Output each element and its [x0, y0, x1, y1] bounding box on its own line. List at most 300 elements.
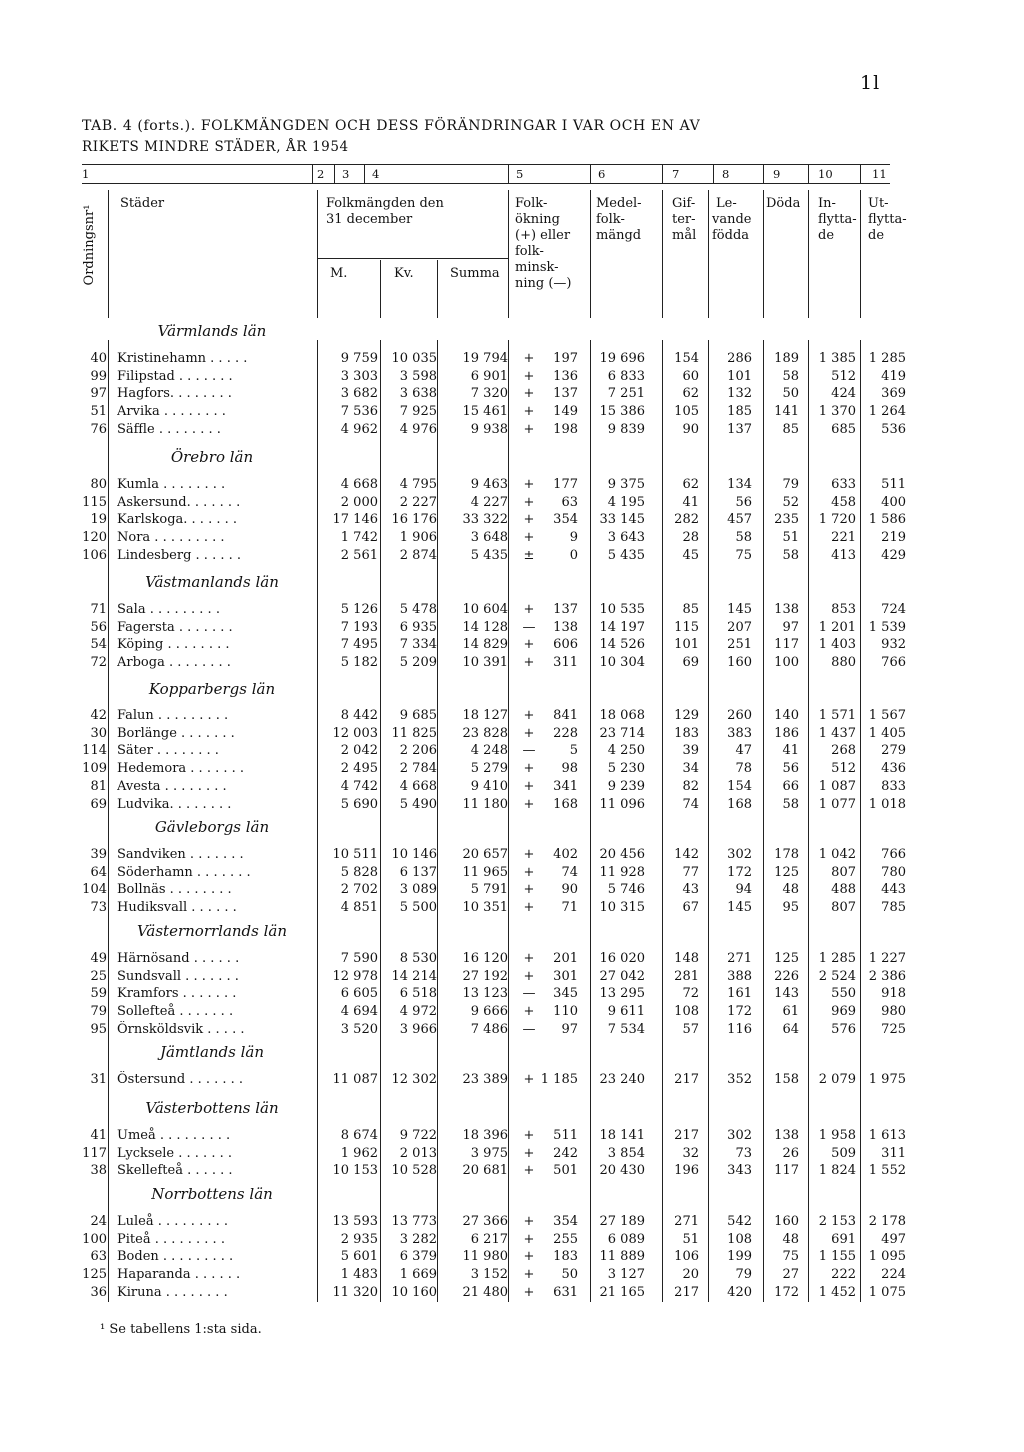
cell-kv: 7 925: [399, 404, 437, 420]
cell-m: 7 193: [340, 619, 378, 635]
cell-medel: 5 435: [607, 547, 645, 563]
cell-chg: 841: [553, 708, 578, 723]
cell-lev: 101: [727, 368, 752, 384]
cell-nr: 115: [82, 494, 107, 510]
cell-m: 7 495: [340, 637, 378, 653]
cell-m: 13 593: [332, 1214, 378, 1229]
cell-m: 3 520: [340, 1021, 378, 1037]
cell-medel: 14 197: [599, 619, 645, 635]
cell-stad: Ludvika. . . . . . . .: [117, 796, 232, 812]
cell-stad: Sandviken . . . . . . .: [117, 847, 244, 862]
cell-stad: Fagersta . . . . . . .: [117, 619, 233, 635]
cell-chg: 341: [553, 778, 578, 794]
table-row: [82, 985, 906, 1003]
cell-ut: 766: [881, 847, 906, 862]
cell-stad: Östersund . . . . . . .: [117, 1072, 244, 1087]
cell-summa: 9 463: [470, 477, 508, 492]
cell-chg: 301: [553, 968, 578, 984]
cell-in: 807: [831, 900, 856, 916]
cell-in: 853: [831, 602, 856, 617]
cell-chg: 137: [553, 386, 578, 402]
cell-m: 4 742: [340, 778, 378, 794]
cell-gift: 28: [682, 530, 699, 546]
cell-ut: 497: [881, 1231, 906, 1247]
colnum: 4: [372, 167, 380, 181]
medel-header-2: folk-: [596, 212, 625, 227]
cell-stad: Säter . . . . . . . .: [117, 743, 219, 759]
cell-doda: 85: [782, 421, 799, 437]
cell-lev: 132: [727, 386, 752, 402]
cell-in: 509: [831, 1145, 856, 1161]
cell-doda: 117: [774, 1163, 799, 1179]
cell-stad: Örnsköldsvik . . . . .: [117, 1021, 245, 1037]
cell-lev: 94: [735, 882, 752, 898]
cell-ut: 1 552: [868, 1163, 906, 1179]
cell-lev: 108: [727, 1231, 752, 1247]
cell-medel: 23 714: [599, 725, 645, 741]
cell-gift: 154: [674, 351, 699, 366]
cell-m: 8 674: [340, 1128, 378, 1143]
cell-sign: +: [523, 1249, 535, 1265]
cell-lev: 56: [735, 494, 752, 510]
folkokning-header-6: ning (—): [515, 276, 572, 291]
cell-m: 11 320: [332, 1284, 378, 1300]
cell-lev: 134: [727, 477, 752, 492]
cell-ut: 536: [881, 421, 906, 437]
cell-ut: 1 264: [868, 404, 906, 420]
cell-nr: 106: [82, 547, 107, 563]
cell-sign: +: [523, 882, 535, 898]
cell-gift: 41: [682, 494, 699, 510]
cell-stad: Filipstad . . . . . . .: [117, 368, 233, 384]
lan-heading: Västerbottens län: [145, 1099, 279, 1117]
cell-summa: 13 123: [462, 986, 508, 1002]
cell-gift: 62: [682, 477, 699, 492]
cell-sign: +: [523, 351, 535, 366]
cell-lev: 251: [727, 637, 752, 653]
cell-sign: +: [523, 778, 535, 794]
cell-in: 1 385: [818, 351, 856, 366]
cell-ut: 369: [881, 386, 906, 402]
cell-ut: 429: [881, 547, 906, 563]
cell-kv: 2 013: [399, 1145, 437, 1161]
cell-stad: Karlskoga. . . . . . .: [117, 512, 238, 528]
cell-ut: 1 018: [868, 796, 906, 812]
cell-chg: 198: [553, 421, 578, 437]
cell-ut: 443: [881, 882, 906, 898]
cell-kv: 6 379: [399, 1249, 437, 1265]
cell-m: 2 935: [340, 1231, 378, 1247]
cell-ut: 1 586: [868, 512, 906, 528]
cell-summa: 6 901: [470, 368, 508, 384]
cell-lev: 160: [727, 655, 752, 671]
cell-summa: 23 389: [462, 1072, 508, 1087]
cell-gift: 51: [682, 1231, 699, 1247]
cell-gift: 217: [674, 1128, 699, 1143]
table-row: [82, 619, 906, 637]
cell-medel: 10 304: [599, 655, 645, 671]
cell-medel: 6 833: [607, 368, 645, 384]
cell-chg: 110: [553, 1004, 578, 1020]
cell-sign: —: [522, 743, 536, 759]
cell-m: 7 590: [340, 951, 378, 966]
cell-m: 3 303: [340, 368, 378, 384]
cell-kv: 14 214: [391, 968, 437, 984]
lev-header-2: vande: [712, 212, 752, 227]
cell-doda: 189: [774, 351, 799, 366]
cell-chg: 228: [553, 725, 578, 741]
cell-gift: 32: [682, 1145, 699, 1161]
cell-stad: Sundsvall . . . . . . .: [117, 968, 239, 984]
cell-medel: 19 696: [599, 351, 645, 366]
table-row: [82, 403, 906, 421]
table-row: [82, 1021, 906, 1039]
table-row: [82, 778, 906, 796]
cell-kv: 1 669: [399, 1267, 437, 1283]
cell-medel: 27 189: [599, 1214, 645, 1229]
gift-header-1: Gif-: [672, 196, 696, 211]
cell-chg: 255: [553, 1231, 578, 1247]
cell-lev: 78: [735, 761, 752, 777]
gift-header-3: mål: [672, 228, 697, 243]
cell-nr: 59: [90, 986, 107, 1002]
cell-stad: Kristinehamn . . . . .: [117, 351, 248, 366]
cell-doda: 140: [774, 708, 799, 723]
cell-gift: 85: [682, 602, 699, 617]
cell-m: 12 003: [332, 725, 378, 741]
table-title: [82, 116, 962, 158]
cell-kv: 4 976: [399, 421, 437, 437]
cell-in: 633: [831, 477, 856, 492]
cell-chg: 74: [561, 864, 578, 880]
column-number-row: [82, 164, 890, 184]
cell-chg: 402: [553, 847, 578, 862]
cell-kv: 7 334: [399, 637, 437, 653]
cell-stad: Arvika . . . . . . . .: [117, 404, 226, 420]
cell-lev: 302: [727, 1128, 752, 1143]
cell-sign: +: [523, 968, 535, 984]
cell-nr: 72: [90, 655, 107, 671]
cell-kv: 5 478: [399, 602, 437, 617]
colnum: 11: [872, 167, 887, 181]
cell-summa: 9 938: [470, 421, 508, 437]
cell-chg: 63: [561, 494, 578, 510]
cell-in: 550: [831, 986, 856, 1002]
cell-m: 8 442: [340, 708, 378, 723]
cell-ut: 1 567: [868, 708, 906, 723]
cell-lev: 271: [727, 951, 752, 966]
table-row: [82, 476, 906, 494]
cell-summa: 7 320: [470, 386, 508, 402]
cell-ut: 419: [881, 368, 906, 384]
colnum: 6: [598, 167, 606, 181]
cell-gift: 196: [674, 1163, 699, 1179]
cell-summa: 21 480: [462, 1284, 508, 1300]
cell-gift: 142: [674, 847, 699, 862]
cell-gift: 43: [682, 882, 699, 898]
cell-kv: 16 176: [391, 512, 437, 528]
cell-kv: 2 227: [399, 494, 437, 510]
cell-gift: 106: [674, 1249, 699, 1265]
summa-header: Summa: [450, 266, 500, 281]
cell-nr: 69: [90, 796, 107, 812]
cell-in: 512: [831, 368, 856, 384]
doda-header: Döda: [766, 196, 801, 211]
cell-stad: Kiruna . . . . . . . .: [117, 1284, 228, 1300]
cell-summa: 14 128: [462, 619, 508, 635]
cell-nr: 51: [90, 404, 107, 420]
cell-lev: 185: [727, 404, 752, 420]
cell-stad: Skellefteå . . . . . .: [117, 1163, 233, 1179]
cell-gift: 45: [682, 547, 699, 563]
table-row: [82, 1231, 906, 1249]
cell-kv: 5 500: [399, 900, 437, 916]
cell-lev: 137: [727, 421, 752, 437]
cell-kv: 10 035: [391, 351, 437, 366]
cell-medel: 23 240: [599, 1072, 645, 1087]
cell-in: 1 452: [818, 1284, 856, 1300]
cell-lev: 207: [727, 619, 752, 635]
cell-m: 1 742: [340, 530, 378, 546]
cell-in: 424: [831, 386, 856, 402]
table-row: [82, 385, 906, 403]
cell-summa: 33 322: [462, 512, 508, 528]
cell-in: 458: [831, 494, 856, 510]
cell-doda: 141: [774, 404, 799, 420]
cell-summa: 6 217: [470, 1231, 508, 1247]
cell-chg: 631: [553, 1284, 578, 1300]
cell-summa: 18 396: [462, 1128, 508, 1143]
cell-chg: 183: [553, 1249, 578, 1265]
cell-m: 5 126: [340, 602, 378, 617]
colnum: 2: [317, 167, 325, 181]
cell-sign: +: [523, 1145, 535, 1161]
cell-doda: 64: [782, 1021, 799, 1037]
colnum: 10: [818, 167, 833, 181]
cell-chg: 9: [569, 530, 578, 546]
cell-lev: 47: [735, 743, 752, 759]
cell-kv: 3 966: [399, 1021, 437, 1037]
cell-summa: 4 227: [470, 494, 508, 510]
cell-summa: 20 657: [462, 847, 508, 862]
cell-nr: 114: [82, 743, 107, 759]
cell-medel: 33 145: [599, 512, 645, 528]
cell-doda: 48: [782, 1231, 799, 1247]
cell-doda: 125: [774, 864, 799, 880]
table-row: [82, 421, 906, 439]
cell-ut: 1 405: [868, 725, 906, 741]
cell-sign: +: [523, 1267, 535, 1283]
cell-medel: 16 020: [599, 951, 645, 966]
cell-summa: 14 829: [462, 637, 508, 653]
cell-in: 1 370: [818, 404, 856, 420]
cell-gift: 101: [674, 637, 699, 653]
cell-gift: 115: [674, 619, 699, 635]
cell-sign: +: [523, 1128, 535, 1143]
in-header-2: flytta-: [818, 212, 857, 227]
folkokning-header-5: minsk-: [515, 260, 559, 275]
colnum: 1: [82, 167, 90, 181]
cell-nr: 54: [90, 637, 107, 653]
cell-chg: 137: [553, 602, 578, 617]
cell-stad: Avesta . . . . . . . .: [117, 778, 227, 794]
cell-chg: 197: [553, 351, 578, 366]
lan-heading: Kopparbergs län: [148, 680, 276, 698]
cell-in: 1 571: [818, 708, 856, 723]
cell-doda: 95: [782, 900, 799, 916]
cell-lev: 116: [727, 1021, 752, 1037]
cell-medel: 21 165: [599, 1284, 645, 1300]
cell-doda: 138: [774, 1128, 799, 1143]
table-row: [82, 601, 906, 619]
cell-nr: 100: [82, 1231, 107, 1247]
cell-summa: 20 681: [462, 1163, 508, 1179]
cell-m: 4 694: [340, 1004, 378, 1020]
colnum: 3: [342, 167, 350, 181]
cell-doda: 138: [774, 602, 799, 617]
cell-nr: 80: [90, 477, 107, 492]
cell-in: 1 155: [818, 1249, 856, 1265]
cell-ut: 780: [881, 864, 906, 880]
cell-nr: 125: [82, 1267, 107, 1283]
cell-m: 4 962: [340, 421, 378, 437]
cell-nr: 104: [82, 882, 107, 898]
cell-nr: 97: [90, 386, 107, 402]
cell-doda: 117: [774, 637, 799, 653]
cell-in: 222: [831, 1267, 856, 1283]
cell-doda: 186: [774, 725, 799, 741]
folkokning-header-1: Folk-: [515, 196, 548, 211]
cell-gift: 282: [674, 512, 699, 528]
cell-lev: 286: [727, 351, 752, 366]
cell-lev: 457: [727, 512, 752, 528]
cell-stad: Askersund. . . . . . .: [117, 494, 241, 510]
cell-in: 1 077: [818, 796, 856, 812]
cell-medel: 15 386: [599, 404, 645, 420]
cell-ut: 932: [881, 637, 906, 653]
cell-summa: 10 604: [462, 602, 508, 617]
cell-stad: Härnösand . . . . . .: [117, 951, 240, 966]
table-row: [82, 725, 906, 743]
cell-sign: +: [523, 761, 535, 777]
folkokning-header-2: ökning: [515, 212, 560, 227]
cell-doda: 160: [774, 1214, 799, 1229]
cell-nr: 39: [90, 847, 107, 862]
cell-sign: +: [523, 847, 535, 862]
colnum: 9: [773, 167, 781, 181]
cell-nr: 56: [90, 619, 107, 635]
cell-doda: 27: [782, 1267, 799, 1283]
cell-ut: 219: [881, 530, 906, 546]
cell-m: 4 668: [340, 477, 378, 492]
colnum: 8: [722, 167, 730, 181]
cell-lev: 168: [727, 796, 752, 812]
cell-medel: 14 526: [599, 637, 645, 653]
cell-gift: 217: [674, 1284, 699, 1300]
cell-gift: 20: [682, 1267, 699, 1283]
cell-doda: 58: [782, 796, 799, 812]
cell-summa: 18 127: [462, 708, 508, 723]
cell-medel: 5 746: [607, 882, 645, 898]
medel-header-3: mängd: [596, 228, 642, 243]
cell-ut: 436: [881, 761, 906, 777]
cell-chg: 511: [553, 1128, 578, 1143]
cell-chg: 242: [553, 1145, 578, 1161]
cell-doda: 97: [782, 619, 799, 635]
table-row: [82, 529, 906, 547]
cell-gift: 281: [674, 968, 699, 984]
cell-lev: 58: [735, 530, 752, 546]
cell-chg: 136: [553, 368, 578, 384]
cell-in: 268: [831, 743, 856, 759]
cell-medel: 9 239: [607, 778, 645, 794]
cell-chg: 97: [561, 1021, 578, 1037]
table-row: [82, 654, 906, 672]
cell-in: 221: [831, 530, 856, 546]
cell-medel: 6 089: [607, 1231, 645, 1247]
cell-kv: 5 490: [399, 796, 437, 812]
cell-ut: 1 227: [868, 951, 906, 966]
cell-sign: +: [523, 1163, 535, 1179]
cell-medel: 3 854: [607, 1145, 645, 1161]
cell-medel: 9 839: [607, 421, 645, 437]
cell-gift: 217: [674, 1072, 699, 1087]
cell-nr: 30: [90, 725, 107, 741]
cell-sign: +: [523, 1284, 535, 1300]
cell-nr: 117: [82, 1145, 107, 1161]
cell-sign: +: [523, 637, 535, 653]
stader-header: Städer: [120, 196, 165, 211]
cell-gift: 69: [682, 655, 699, 671]
cell-in: 2 524: [818, 968, 856, 984]
cell-kv: 13 773: [391, 1214, 437, 1229]
cell-summa: 11 180: [462, 796, 508, 812]
cell-doda: 48: [782, 882, 799, 898]
cell-doda: 158: [774, 1072, 799, 1087]
cell-medel: 27 042: [599, 968, 645, 984]
table-row: [82, 494, 906, 512]
cell-sign: +: [523, 951, 535, 966]
cell-in: 512: [831, 761, 856, 777]
title-line-2: RIKETS MINDRE STÄDER, ÅR 1954: [82, 139, 349, 155]
cell-sign: +: [523, 900, 535, 916]
cell-doda: 58: [782, 547, 799, 563]
cell-doda: 61: [782, 1004, 799, 1020]
cell-sign: +: [523, 708, 535, 723]
cell-chg: 50: [561, 1267, 578, 1283]
table-row: [82, 511, 906, 529]
cell-stad: Köping . . . . . . . .: [117, 637, 230, 653]
cell-sign: ±: [523, 547, 535, 563]
table-row: [82, 881, 906, 899]
cell-in: 1 285: [818, 951, 856, 966]
cell-chg: 1 185: [540, 1072, 578, 1087]
cell-stad: Sala . . . . . . . . .: [117, 602, 220, 617]
cell-ut: 833: [881, 778, 906, 794]
cell-nr: 36: [90, 1284, 107, 1300]
cell-nr: 49: [90, 951, 107, 966]
cell-stad: Umeå . . . . . . . . .: [117, 1128, 231, 1143]
cell-doda: 51: [782, 530, 799, 546]
cell-nr: 73: [90, 900, 107, 916]
cell-m: 10 153: [332, 1163, 378, 1179]
folkokning-header-4: folk-: [515, 244, 544, 259]
cell-in: 691: [831, 1231, 856, 1247]
cell-doda: 125: [774, 951, 799, 966]
cell-kv: 2 206: [399, 743, 437, 759]
cell-ut: 224: [881, 1267, 906, 1283]
cell-summa: 5 435: [470, 547, 508, 563]
